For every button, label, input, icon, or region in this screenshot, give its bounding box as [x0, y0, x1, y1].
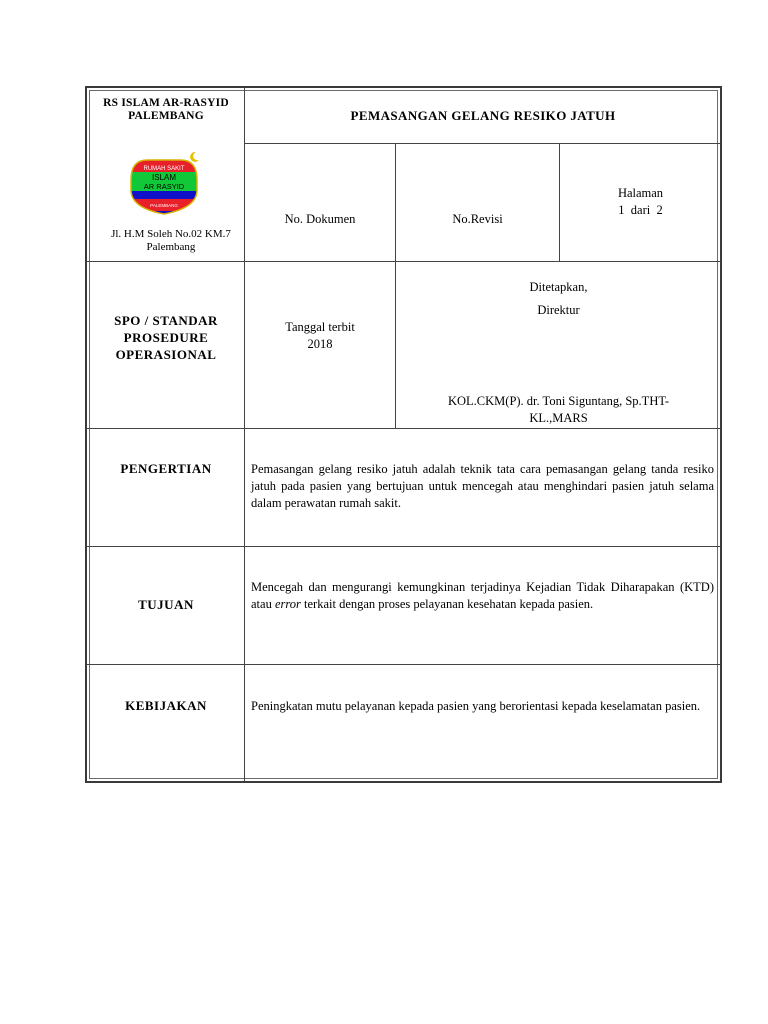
divider-tujuan-row	[87, 664, 721, 665]
pengertian-body: Pemasangan gelang resiko jatuh adalah teknik tata cara pemasangan gelang tanda resiko jatuh pada pasien yang bertujuan untuk mencegah atau menghindari pasien jatuh selama dalam perawatan rumah sakit.	[251, 462, 714, 510]
spo-title-line3: OPERASIONAL	[115, 346, 217, 362]
tanggal-terbit	[245, 318, 395, 354]
divider-header-row	[87, 261, 721, 262]
document-title: PEMASANGAN GELANG RESIKO JATUH	[350, 108, 616, 123]
tujuan-body-before: Mencegah dan mengurangi kemungkinan terjadinya Kejadian Tidak Diharapakan (KTD) atau	[251, 580, 714, 611]
hospital-logo-icon	[125, 150, 203, 218]
hospital-name-line1: RS ISLAM AR-RASYID	[103, 97, 229, 109]
halaman-value: 1 dari 2	[618, 203, 663, 217]
hospital-address	[88, 226, 254, 256]
spo-title-line1: SPO / STANDAR	[114, 312, 218, 328]
divider-spo-row	[87, 428, 721, 429]
kebijakan-title: KEBIJAKAN	[125, 698, 207, 713]
tujuan-body	[251, 579, 714, 613]
logo-text-4: PALEMBANG	[150, 203, 178, 208]
tanggal-label: Tanggal terbit	[285, 320, 355, 334]
no-dokumen-label: No. Dokumen	[284, 211, 356, 226]
address-line1: Jl. H.M Soleh No.02 KM.7	[111, 228, 231, 240]
ditetapkan-label: Ditetapkan,	[529, 279, 588, 294]
tujuan-body-after: terkait dengan proses pelayanan kesehatan kepada pasien.	[300, 597, 594, 611]
signatory-line1: KOL.CKM(P). dr. Toni Siguntang, Sp.THT-	[447, 394, 669, 408]
signatory-name	[396, 392, 721, 428]
tujuan-title: TUJUAN	[138, 597, 194, 612]
divider-pengertian-row	[87, 546, 721, 547]
pengertian-title: PENGERTIAN	[120, 461, 212, 476]
halaman-label: Halaman	[617, 186, 664, 200]
crescent-icon	[190, 152, 199, 162]
spo-title-line2: PROSEDURE	[123, 329, 209, 345]
no-revisi-label: No.Revisi	[452, 211, 503, 226]
direktur-label: Direktur	[537, 302, 580, 317]
halaman-cell	[560, 184, 721, 220]
logo-text-3: AR RASYID	[143, 182, 185, 191]
address-line2: Palembang	[146, 241, 196, 253]
logo-text-2: ISLAM	[151, 173, 177, 182]
kebijakan-body: Peningkatan mutu pelayanan kepada pasien yang berorientasi kepada keselamatan pasien.	[251, 699, 701, 713]
spo-title	[88, 310, 244, 364]
signatory-line2: KL.,MARS	[529, 411, 588, 425]
tanggal-value: 2018	[307, 337, 333, 351]
hospital-name	[88, 95, 244, 125]
logo-text-1: RUMAH SAKIT	[143, 166, 185, 172]
divider-left-column	[244, 88, 245, 781]
tujuan-body-italic: error	[274, 597, 301, 611]
divider-title-row	[244, 143, 721, 144]
hospital-name-line2: PALEMBANG	[128, 110, 204, 122]
